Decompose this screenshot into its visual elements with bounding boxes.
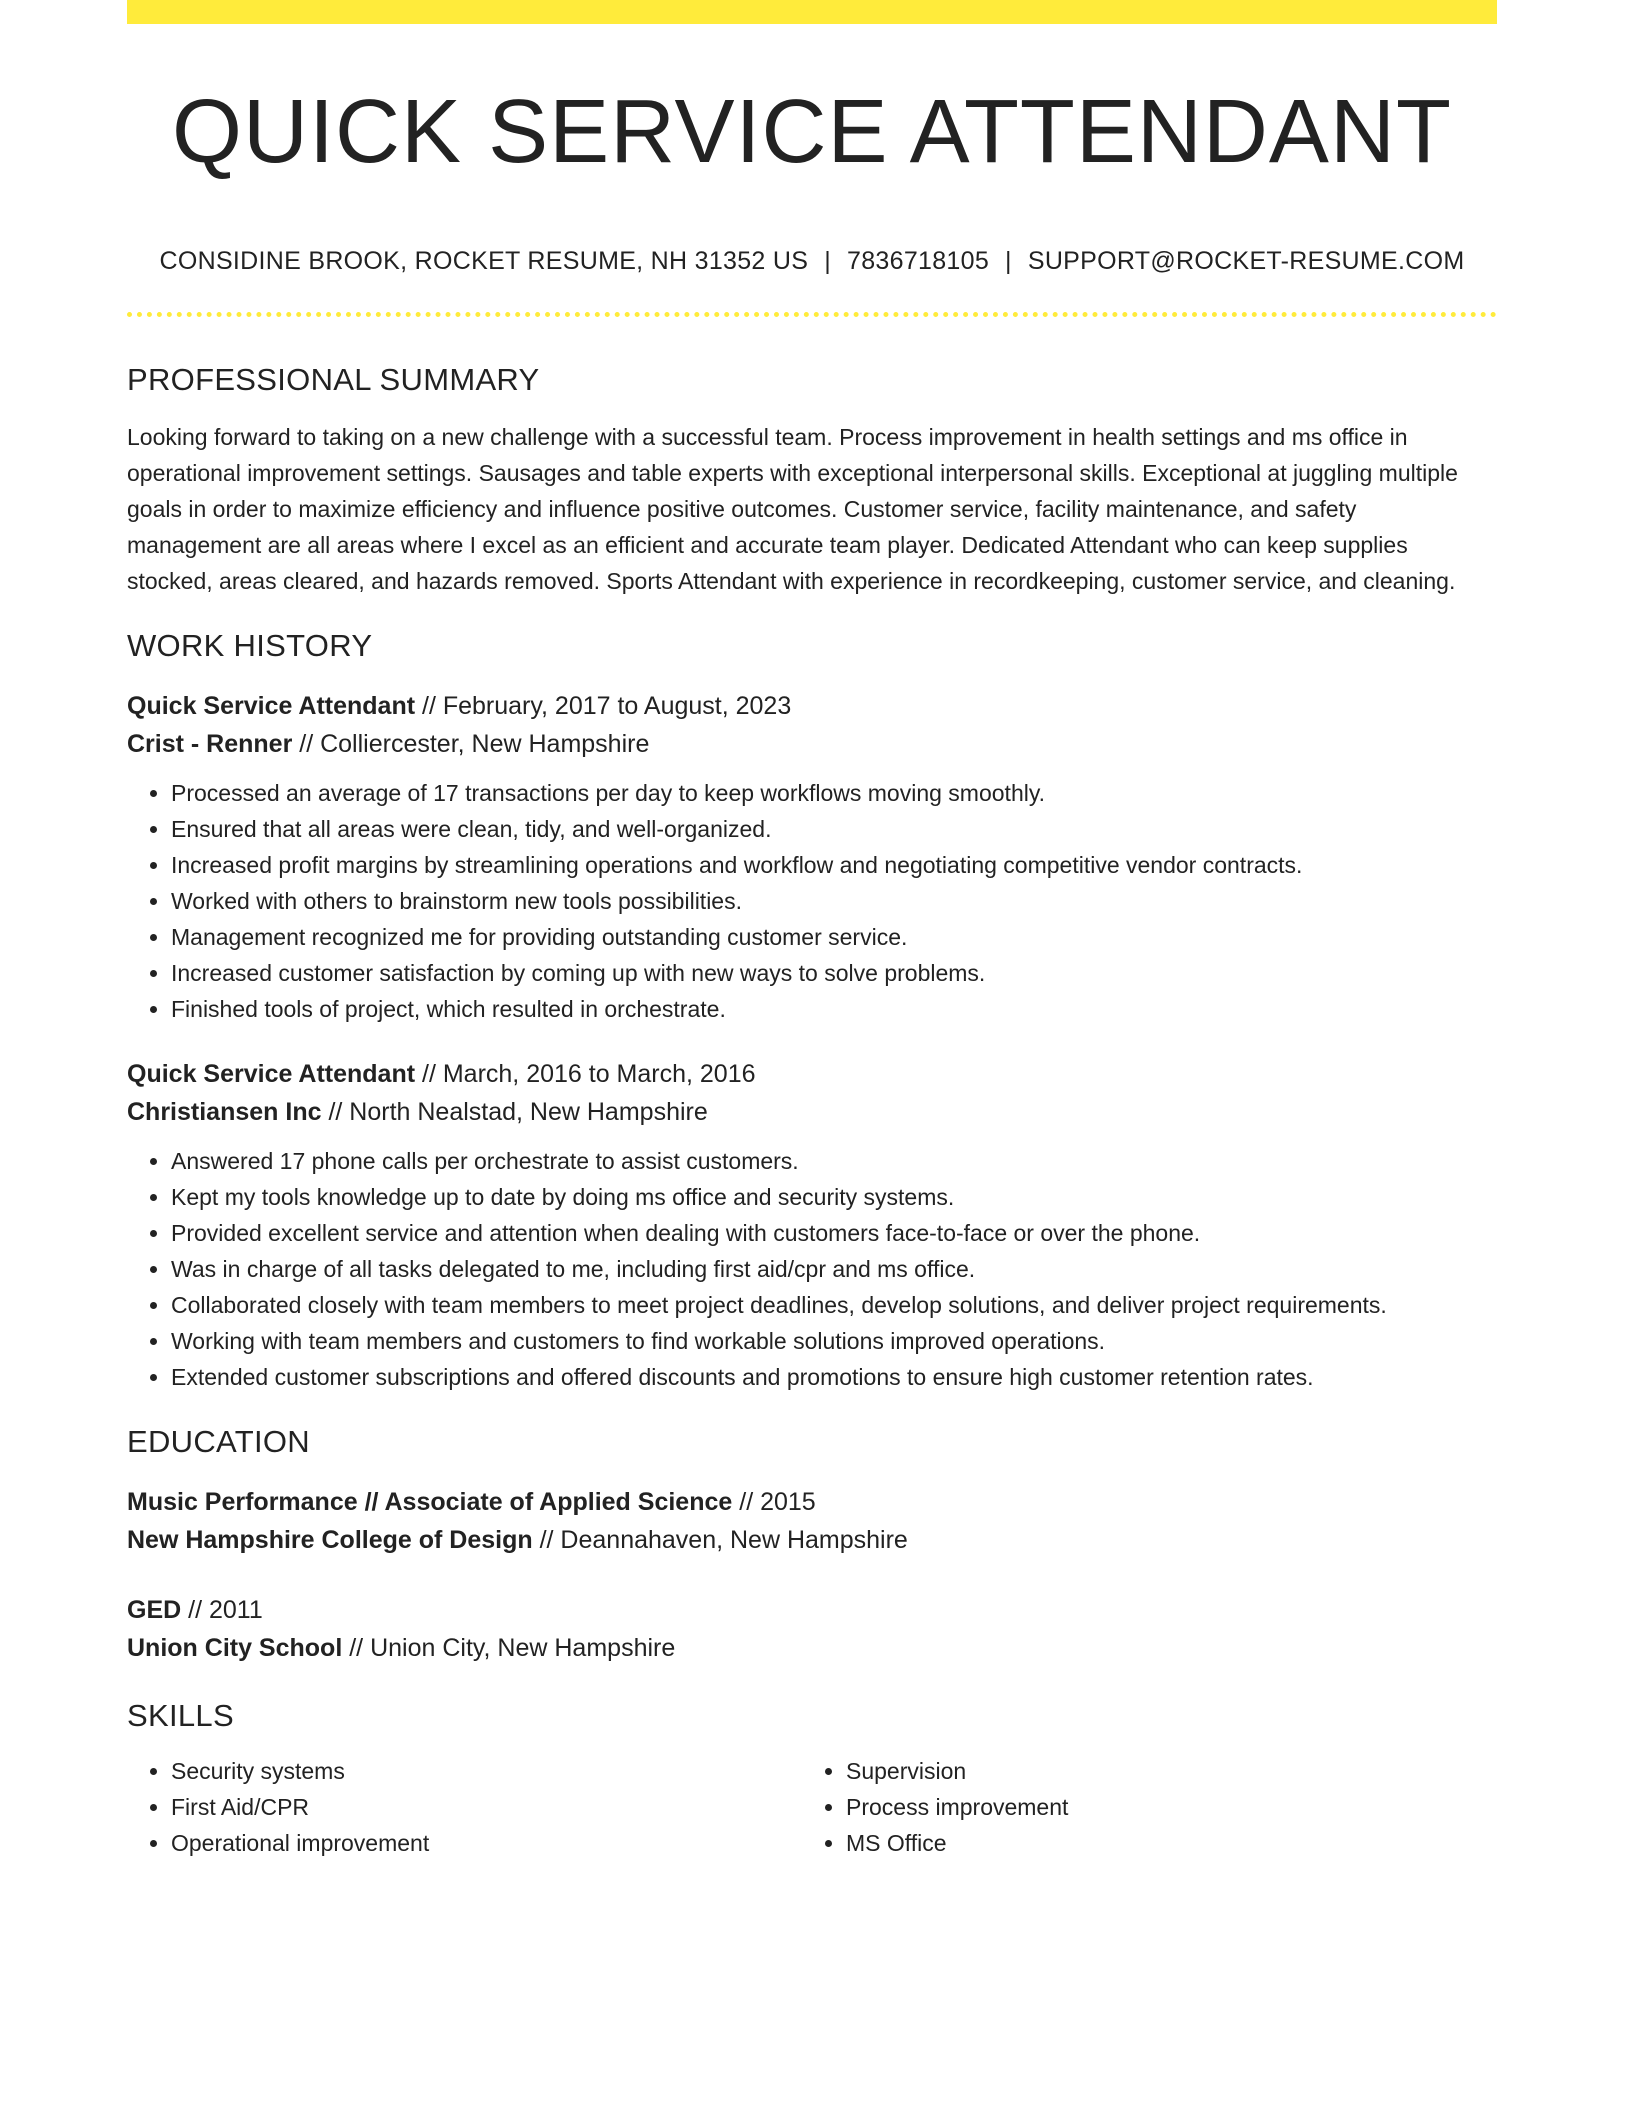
job-bullets [127,775,1497,1027]
contact-address: CONSIDINE BROOK, ROCKET RESUME, NH 31352 US [159,247,809,275]
contact-email: SUPPORT@ROCKET-RESUME.COM [1027,247,1465,275]
education-school-line [127,1629,1497,1667]
job-company-line [127,1093,1497,1131]
list-item: • Ensured that all areas were clean, tidy, and well-organized. [171,811,1497,847]
education-school: New Hampshire College of Design [127,1526,533,1554]
skill-item: • MS Office [846,1825,1477,1861]
list-item: • Working with team members and customers to find workable solutions improved operations. [171,1323,1497,1359]
contact-separator: | [1005,247,1012,275]
skill-item: • Supervision [846,1753,1477,1789]
skill-item: • Process improvement [846,1789,1477,1825]
job-location: // Colliercester, New Hampshire [292,730,650,758]
job-company: Christiansen Inc [127,1098,322,1126]
contact-separator: | [824,247,831,275]
education-degree: GED [127,1596,182,1624]
education-entry [127,1483,1497,1559]
education-heading: EDUCATION [127,1424,310,1459]
contact-line [127,244,1497,278]
list-item: • Kept my tools knowledge up to date by doing ms office and security systems. [171,1179,1497,1215]
job-role: Quick Service Attendant [127,692,416,720]
summary-heading: PROFESSIONAL SUMMARY [127,362,540,397]
job-company: Crist - Renner [127,730,293,758]
skill-item: • Security systems [171,1753,802,1789]
skills-heading: SKILLS [127,1698,234,1733]
list-item: • Extended customer subscriptions and offered discounts and promotions to ensure high customer retention rates. [171,1359,1497,1395]
education-year: // 2011 [181,1596,263,1624]
contact-phone: 7836718105 [847,247,990,275]
education-degree-line [127,1483,1497,1521]
job-company-line [127,725,1497,763]
job-entry [127,1055,1497,1395]
job-location: // North Nealstad, New Hampshire [321,1098,708,1126]
dotted-divider [127,312,1497,317]
skills-grid [127,1753,1497,1861]
education-location: // Deannahaven, New Hampshire [532,1526,908,1554]
education-location: // Union City, New Hampshire [342,1634,676,1662]
list-item: • Finished tools of project, which resulted in orchestrate. [171,991,1497,1027]
page-title: QUICK SERVICE ATTENDANT [172,82,1452,182]
job-title-line [127,1055,1497,1093]
education-year: // 2015 [732,1488,816,1516]
job-role: Quick Service Attendant [127,1060,416,1088]
list-item: • Increased customer satisfaction by coming up with new ways to solve problems. [171,955,1497,991]
education-school-line [127,1521,1497,1559]
education-school: Union City School [127,1634,343,1662]
summary-text: Looking forward to taking on a new challenge with a successful team. Process improvement in health settings and ms office in operational improvement settings. Sausages and table experts with exceptional interpersonal skills. Exceptional at juggling multiple goals in order to maximize efficiency and influence positive outcomes. Customer service, facility maintenance, and safety management are all areas where I excel as an efficient and accurate team player. Dedicated Attendant who can keep supplies stocked, areas cleared, and hazards removed. Sports Attendant with experience in recordkeeping, customer service, and cleaning. [127,424,1458,594]
skill-item: • Operational improvement [171,1825,802,1861]
list-item: • Increased profit margins by streamlining operations and workflow and negotiating competitive vendor contracts. [171,847,1497,883]
list-item: • Answered 17 phone calls per orchestrate to assist customers. [171,1143,1497,1179]
job-dates: // March, 2016 to March, 2016 [415,1060,756,1088]
education-entry [127,1591,1497,1667]
list-item: • Worked with others to brainstorm new tools possibilities. [171,883,1497,919]
work-history-heading: WORK HISTORY [127,628,373,663]
job-bullets [127,1143,1497,1395]
education-degree-line [127,1591,1497,1629]
list-item: • Provided excellent service and attention when dealing with customers face-to-face or over the phone. [171,1215,1497,1251]
list-item: • Processed an average of 17 transactions per day to keep workflows moving smoothly. [171,775,1497,811]
resume-page [127,0,1497,1861]
list-item: • Management recognized me for providing outstanding customer service. [171,919,1497,955]
skills-column-left [127,1753,802,1861]
job-title-line [127,687,1497,725]
top-accent-bar [127,0,1497,24]
education-degree: Music Performance // Associate of Applied Science [127,1488,733,1516]
skills-column-right [802,1753,1477,1861]
skill-item: • First Aid/CPR [171,1789,802,1825]
job-dates: // February, 2017 to August, 2023 [415,692,792,720]
list-item: • Collaborated closely with team members to meet project deadlines, develop solutions, and deliver project requirements. [171,1287,1497,1323]
list-item: • Was in charge of all tasks delegated to me, including first aid/cpr and ms office. [171,1251,1497,1287]
job-entry [127,687,1497,1027]
